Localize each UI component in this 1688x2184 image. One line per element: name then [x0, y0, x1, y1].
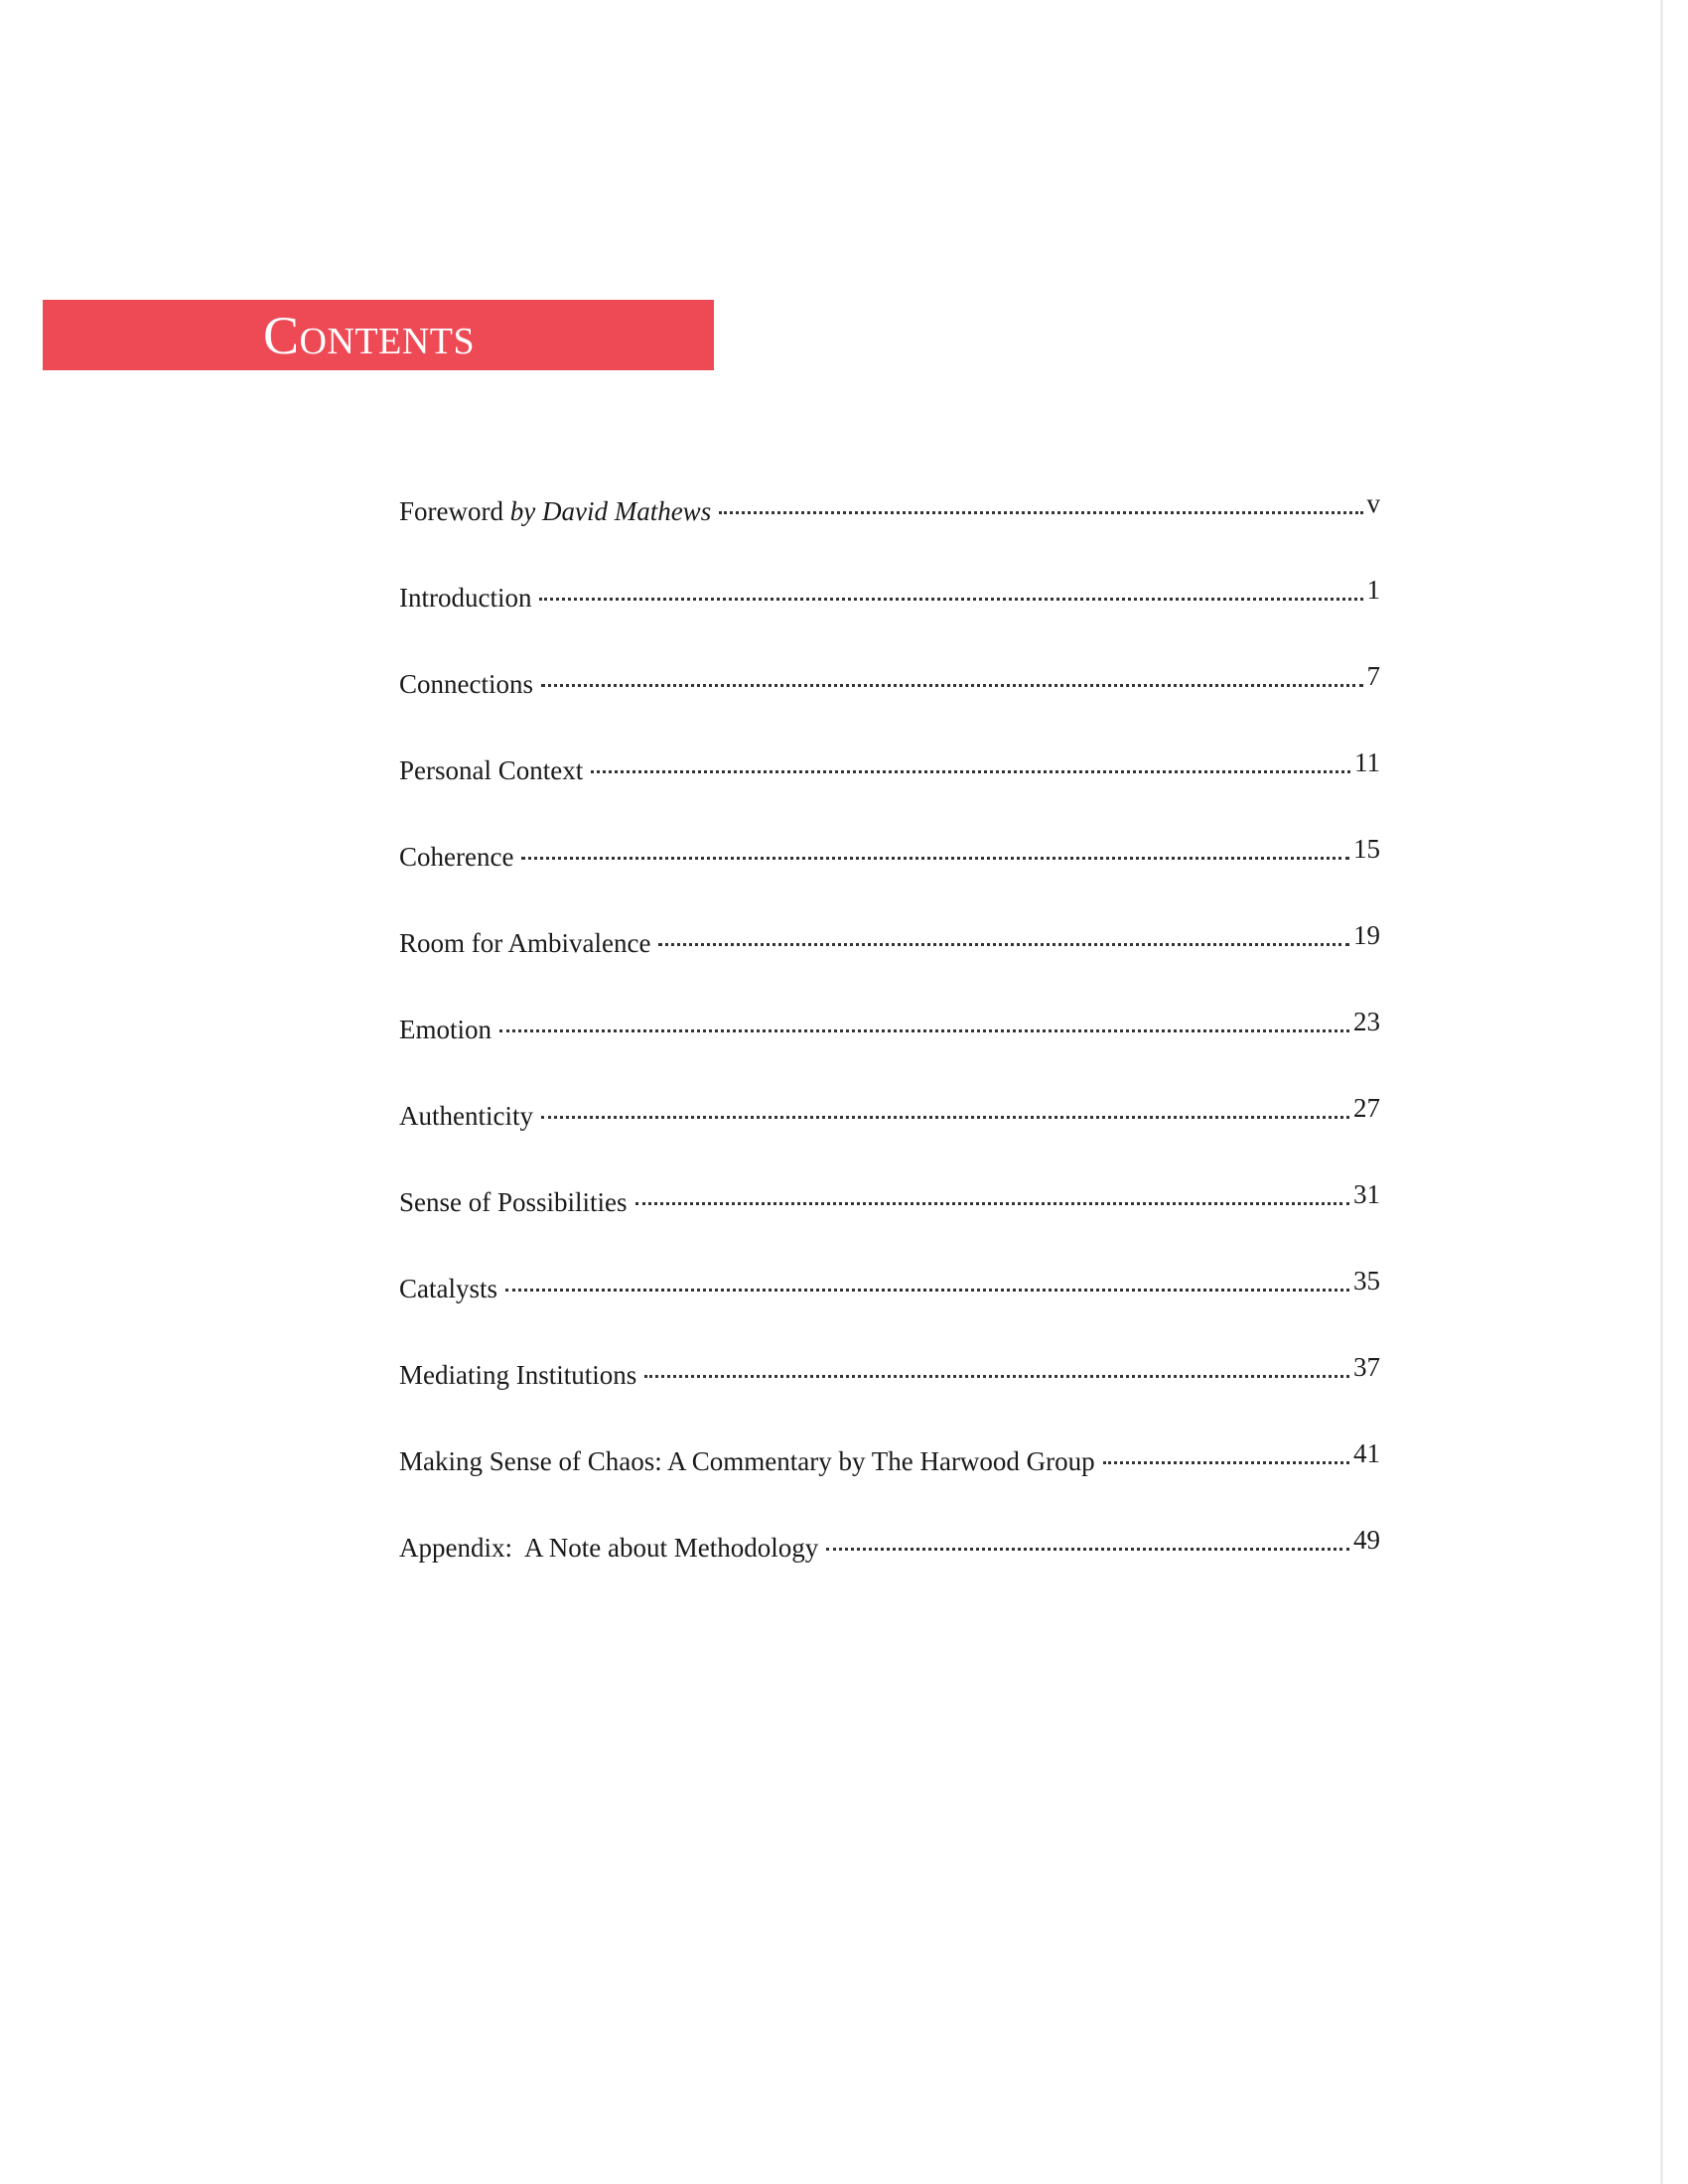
dot-leader [499, 1029, 1349, 1032]
toc-entry-making-sense-of-chaos[interactable] [399, 1438, 1380, 1528]
toc-entry-emotion[interactable] [399, 1007, 1380, 1096]
toc-entry-authenticity[interactable] [399, 1093, 1380, 1182]
toc-entry-personal-context[interactable] [399, 748, 1380, 837]
toc-entry-title: Introduction [399, 583, 532, 613]
page-edge [1660, 0, 1663, 2184]
dot-leader [658, 943, 1349, 946]
dot-leader [541, 684, 1363, 687]
toc-entry-title: Making Sense of Chaos: A Commentary by The Harwood Group [399, 1446, 1095, 1476]
toc-entry-coherence[interactable] [399, 834, 1380, 923]
dot-leader [644, 1375, 1349, 1378]
toc-entry-page: 15 [1353, 834, 1380, 864]
toc-entry-page: 31 [1353, 1179, 1380, 1209]
toc-entry-introduction[interactable] [399, 575, 1380, 664]
toc-entry-title: Connections [399, 669, 533, 699]
toc-entry-title: Personal Context [399, 755, 584, 785]
toc-entry-page: 23 [1353, 1007, 1380, 1036]
toc-entry-title: Foreword [399, 496, 503, 526]
dot-leader [826, 1548, 1349, 1551]
toc-entry-author: by David Mathews [509, 496, 712, 526]
toc-entry-foreword[interactable] [399, 488, 1380, 578]
toc-entry-title: Catalysts [399, 1274, 497, 1303]
toc-entry-title: Authenticity [399, 1101, 533, 1131]
toc-entry-room-for-ambivalence[interactable] [399, 920, 1380, 1010]
toc-entry-catalysts[interactable] [399, 1266, 1380, 1355]
toc-entry-page: 11 [1354, 748, 1380, 777]
dot-leader [521, 857, 1349, 860]
toc-entry-title: Appendix: A Note about Methodology [399, 1533, 819, 1563]
dot-leader [635, 1202, 1349, 1205]
toc-entry-page: 7 [1366, 661, 1380, 691]
toc-entry-title: Sense of Possibilities [399, 1187, 628, 1217]
toc-entry-page: 1 [1366, 575, 1380, 605]
toc-entry-page: 49 [1353, 1525, 1380, 1555]
dot-leader [541, 1116, 1349, 1119]
toc-entry-page: 37 [1353, 1352, 1380, 1382]
toc-entry-mediating-institutions[interactable] [399, 1352, 1380, 1441]
toc-entry-appendix[interactable] [399, 1525, 1380, 1614]
toc-entry-title: Room for Ambivalence [399, 928, 651, 958]
toc-entry-page: 35 [1353, 1266, 1380, 1296]
dot-leader [591, 770, 1350, 773]
toc-entry-label [399, 491, 711, 531]
toc-entry-connections[interactable] [399, 661, 1380, 751]
toc-entry-page: 41 [1353, 1438, 1380, 1468]
dot-leader [1103, 1461, 1349, 1464]
table-of-contents [399, 488, 1380, 1614]
dot-leader [719, 511, 1362, 514]
toc-entry-title: Emotion [399, 1015, 492, 1044]
toc-entry-page: v [1366, 488, 1380, 518]
page-title: Contents [263, 306, 476, 365]
contents-banner [43, 300, 714, 370]
toc-entry-page: 27 [1353, 1093, 1380, 1123]
dot-leader [505, 1289, 1349, 1292]
toc-entry-sense-of-possibilities[interactable] [399, 1179, 1380, 1269]
toc-entry-title: Coherence [399, 842, 514, 872]
toc-entry-page: 19 [1353, 920, 1380, 950]
toc-entry-title: Mediating Institutions [399, 1360, 637, 1390]
dot-leader [539, 598, 1362, 601]
